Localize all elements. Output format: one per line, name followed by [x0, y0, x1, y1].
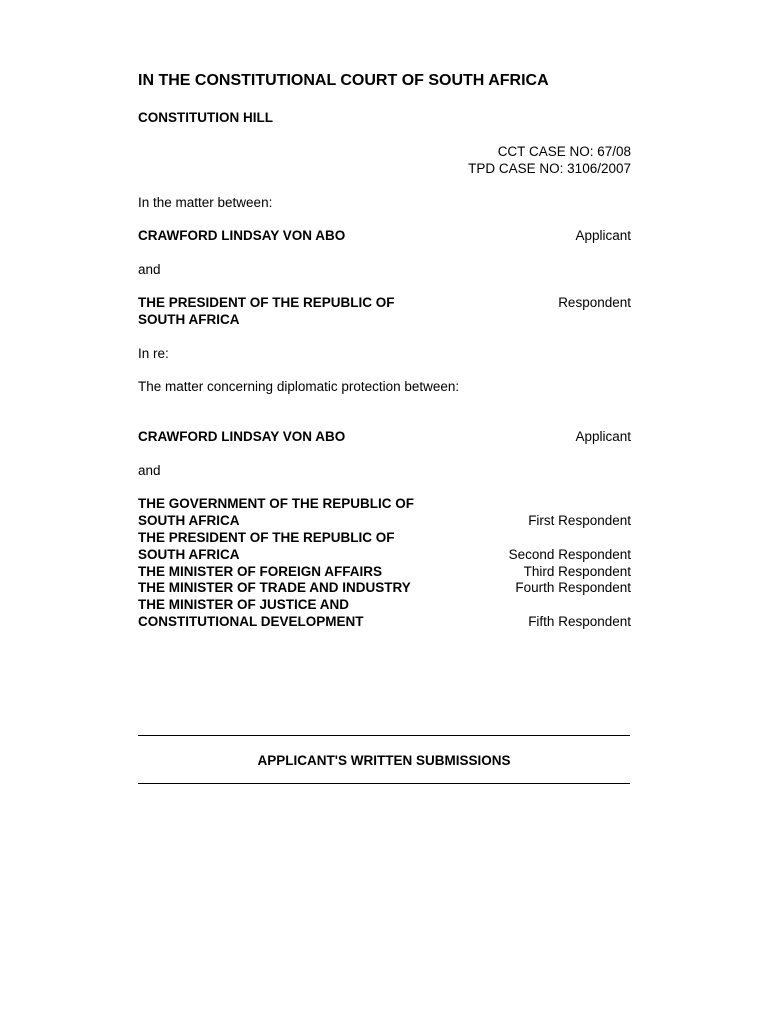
re-respondent-line-8: CONSTITUTIONAL DEVELOPMENT [138, 614, 364, 629]
role-third-respondent: Third Respondent [523, 564, 631, 579]
role-second-respondent: Second Respondent [508, 547, 631, 562]
main-respondent-name-1: THE PRESIDENT OF THE REPUBLIC OF [138, 295, 395, 310]
re-applicant-name: CRAWFORD LINDSAY VON ABO [138, 429, 346, 444]
re-respondent-line-6: THE MINISTER OF TRADE AND INDUSTRY [138, 580, 411, 595]
location: CONSTITUTION HILL [138, 110, 273, 125]
case-number-tpd: TPD CASE NO: 3106/2007 [468, 161, 631, 176]
re-and: and [138, 463, 161, 478]
role-first-respondent: First Respondent [528, 513, 631, 528]
bottom-rule [138, 783, 630, 784]
document-heading: APPLICANT'S WRITTEN SUBMISSIONS [257, 753, 511, 768]
role-fifth-respondent: Fifth Respondent [528, 614, 631, 629]
re-respondent-line-5: THE MINISTER OF FOREIGN AFFAIRS [138, 564, 383, 579]
re-applicant-role: Applicant [575, 429, 631, 444]
matter-between: In the matter between: [138, 195, 273, 210]
diplomatic-matter: The matter concerning diplomatic protection between: [138, 379, 460, 394]
re-respondent-line-4: SOUTH AFRICA [138, 547, 240, 562]
role-fourth-respondent: Fourth Respondent [515, 580, 631, 595]
court-title: IN THE CONSTITUTIONAL COURT OF SOUTH AFRICA [138, 72, 549, 89]
re-respondent-line-7: THE MINISTER OF JUSTICE AND [138, 597, 350, 612]
main-applicant-name: CRAWFORD LINDSAY VON ABO [138, 228, 346, 243]
main-and: and [138, 262, 161, 277]
case-number-cct: CCT CASE NO: 67/08 [497, 144, 631, 159]
main-applicant-role: Applicant [575, 228, 631, 243]
re-respondent-line-2: SOUTH AFRICA [138, 513, 240, 528]
main-respondent-role: Respondent [558, 295, 631, 310]
top-rule [138, 735, 630, 736]
in-re: In re: [138, 346, 169, 361]
re-respondent-line-1: THE GOVERNMENT OF THE REPUBLIC OF [138, 496, 415, 511]
main-respondent-name-2: SOUTH AFRICA [138, 312, 240, 327]
re-respondent-line-3: THE PRESIDENT OF THE REPUBLIC OF [138, 530, 395, 545]
